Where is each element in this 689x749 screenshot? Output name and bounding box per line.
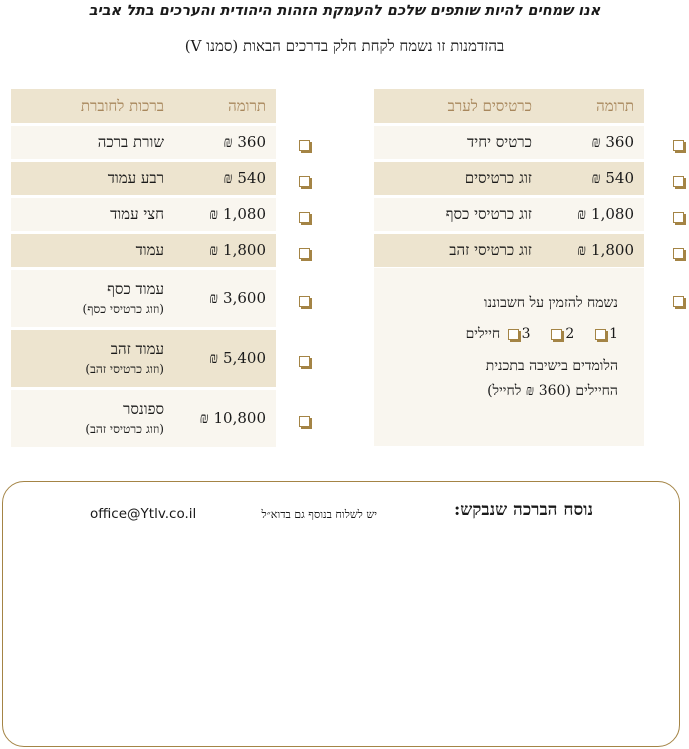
soldiers-opt-label: חיילים (465, 326, 501, 342)
booklet-3-checkbox[interactable] (299, 212, 310, 223)
tickets-row (374, 234, 644, 267)
shekel-sign: ₪ (525, 383, 535, 399)
booklet-sub: (וזוג כרטיסי כסף) (82, 302, 164, 316)
booklet-header (11, 89, 276, 123)
tickets-row (374, 162, 644, 195)
shekel-sign: ₪ (199, 409, 209, 427)
shekel-sign: ₪ (591, 133, 601, 151)
shekel-sign: ₪ (591, 169, 601, 187)
ticket-3-checkbox[interactable] (673, 212, 684, 223)
soldiers-opt1-checkbox[interactable] (595, 329, 606, 340)
booklet-2-checkbox[interactable] (299, 176, 310, 187)
ticket-amount: 540 (605, 169, 634, 187)
shekel-sign: ₪ (209, 205, 219, 223)
soldiers-opt1-label: 1 (609, 326, 618, 342)
booklet-5-checkbox[interactable] (299, 296, 310, 307)
soldiers-line1: נשמח להזמין על חשבוננו (483, 295, 618, 311)
booklet-sub: (וזוג כרטיסי זהב) (85, 422, 164, 436)
soldiers-box (374, 268, 644, 446)
booklet-amount: 10,800 (213, 409, 266, 427)
booklet-6-checkbox[interactable] (299, 356, 310, 367)
soldiers-opt2-label: 2 (565, 326, 575, 342)
booklet-4-checkbox[interactable] (299, 248, 310, 259)
booklet-1-checkbox[interactable] (299, 140, 310, 151)
booklet-sub: (וזוג כרטיסי זהב) (85, 362, 164, 376)
tickets-table (374, 89, 644, 267)
shekel-sign: ₪ (209, 289, 219, 307)
page-heading: אנו שמחים להיות שותפים שלכם להעמקת הזהות היהודית והערכים בתל אביב (88, 3, 601, 19)
booklet-amount: 5,400 (223, 349, 266, 367)
booklet-table (11, 89, 276, 447)
greeting-email: office@Ytlv.co.il (90, 506, 197, 522)
booklet-row (11, 198, 276, 231)
soldiers-checkbox[interactable] (673, 296, 684, 307)
ticket-2-checkbox[interactable] (673, 176, 684, 187)
ticket-name: זוג כרטיסי כסף (445, 205, 532, 223)
ticket-name: כרטיס יחיד (467, 133, 532, 151)
booklet-header-amount: תרומה (228, 96, 266, 115)
booklet-amount: 360 (237, 133, 266, 151)
booklet-amount: 1,800 (223, 241, 266, 259)
booklet-name: עמוד (135, 241, 164, 259)
booklet-row (11, 390, 276, 447)
soldiers-options (466, 326, 618, 343)
booklet-amount: 3,600 (223, 289, 266, 307)
booklet-row (11, 330, 276, 387)
soldiers-line3: הלומדים בישיבה בתכנית (485, 358, 618, 374)
shekel-sign: ₪ (577, 205, 587, 223)
tickets-header (374, 89, 644, 123)
soldiers-line4: החיילים (360 ₪ לחייל) (487, 383, 618, 399)
booklet-header-name: ברכות לחוברת (80, 96, 164, 115)
soldiers-opt3-label: 3 (521, 326, 531, 342)
tickets-row (374, 198, 644, 231)
ticket-name: זוג כרטיסי זהב (449, 241, 532, 259)
shekel-sign: ₪ (577, 241, 587, 259)
booklet-name: עמוד זהב (110, 340, 164, 358)
booklet-name: שורת ברכה (97, 133, 164, 151)
booklet-name: ספונסר (122, 400, 164, 418)
booklet-amount: 540 (237, 169, 266, 187)
greeting-title: נוסח הברכה שנבקש: (453, 500, 593, 520)
shekel-sign: ₪ (223, 169, 233, 187)
ticket-amount: 360 (605, 133, 634, 151)
greeting-note: יש לשלוח בנוסף גם בדוא״ל (261, 508, 377, 521)
ticket-4-checkbox[interactable] (673, 248, 684, 259)
booklet-row (11, 126, 276, 159)
booklet-name: רבע עמוד (107, 169, 164, 187)
soldiers-opt2-checkbox[interactable] (551, 329, 562, 340)
ticket-amount: 1,080 (591, 205, 634, 223)
booklet-row (11, 234, 276, 267)
shekel-sign: ₪ (209, 241, 219, 259)
booklet-name: חצי עמוד (110, 205, 164, 223)
booklet-row (11, 270, 276, 327)
ticket-1-checkbox[interactable] (673, 140, 684, 151)
booklet-7-checkbox[interactable] (299, 416, 310, 427)
shekel-sign: ₪ (223, 133, 233, 151)
shekel-sign: ₪ (209, 349, 219, 367)
ticket-name: זוג כרטיסים (464, 169, 532, 187)
booklet-name: עמוד כסף (107, 280, 164, 298)
tickets-header-name: כרטיסים לערב (447, 96, 532, 115)
booklet-row (11, 162, 276, 195)
booklet-amount: 1,080 (223, 205, 266, 223)
tickets-header-amount: תרומה (596, 96, 634, 115)
soldiers-opt3-checkbox[interactable] (508, 329, 519, 340)
ticket-amount: 1,800 (591, 241, 634, 259)
tickets-row (374, 126, 644, 159)
page-subheading: בהזדמנות זו נשמח לקחת חלק בדרכים הבאות (סמנו V) (184, 37, 505, 55)
